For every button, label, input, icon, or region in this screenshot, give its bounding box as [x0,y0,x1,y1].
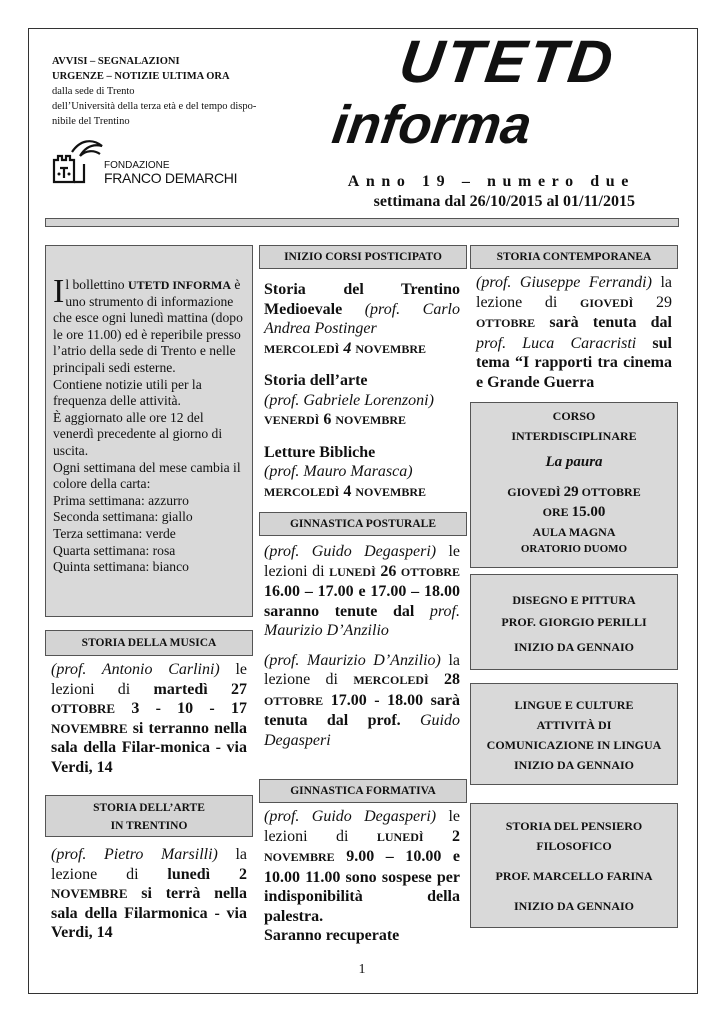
prof-name: (prof. Maurizio D’Anzilio) [264,651,441,669]
location-text: si terranno nella sala della Filar-monica - via Verdi, 14 [51,719,247,776]
box-line: AULA MAGNA [532,525,616,539]
month-text: OTTOBRE [476,316,536,330]
intro-box [45,245,253,617]
box-line: DISEGNO E PITTURA [512,593,636,607]
prof-name: (prof. Guido Degasperi) [264,543,437,560]
month-text: OTTOBRE [264,693,324,708]
intro-brand: UTETD INFORMA [128,278,232,292]
date-text: lunedì 2 [167,865,247,883]
dates-text: 3 - 10 - 17 [115,700,247,717]
prof-name: prof. Maurizio D’Anzilio [264,602,460,639]
month-text: NOVEMBRE [355,341,427,356]
header-line: nibile del Trentino [52,116,130,127]
prof-name: (prof. Carlo Andrea Postinger [264,300,460,337]
month-text: NOVEMBRE [51,886,128,901]
box-line: CORSO [552,409,596,423]
intro-paragraph: Contiene notizie utili per la frequenza delle attività. [53,376,202,409]
day-number: 4 [339,339,356,357]
section-label-contemporanea: STORIA CONTEMPORANEA [470,245,678,269]
arte-trentino-text [51,845,247,943]
color-item: Quarta settimana: rosa [53,542,176,558]
day-text: GIOVEDÌ [579,295,634,310]
prof-name: (prof. Gabriele Lorenzoni) [264,391,434,409]
day-text: GIOVEDÌ [507,485,564,499]
posticipato-text [264,280,460,502]
course-title: Letture Bibliche [264,443,376,461]
text-span: la lezione di [264,651,460,688]
header-line: dalla sede di Trento [52,86,135,97]
day-text: LUNEDÌ [376,829,424,844]
logo-big-text: FRANCO DEMARCHI [104,170,238,186]
lingue-box [470,683,678,785]
box-line: COMUNICAZIONE IN LINGUA [486,738,662,752]
musica-text [51,660,247,777]
month-text: OTTOBRE [400,564,460,579]
color-item: Seconda settimana: giallo [53,509,193,525]
box-line: INTERDISCIPLINARE [511,429,637,443]
time-label: ORE [542,505,572,519]
event-title: La paura [545,454,603,470]
intro-text: l bollettino [65,277,129,292]
month-text: NOVEMBRE [264,850,335,864]
dropcap: I [53,273,65,310]
prof-name: Guido Degasperi [264,712,460,749]
intro-paragraph: Ogni settimana del mese cambia il colore della carta: [53,459,241,492]
logo-text [104,160,237,184]
text-span: le lezioni di [264,808,461,845]
course-title: Storia dell’arte [264,372,368,389]
time-text: 17.00 - 18.00 sarà tenuta dal prof. [264,691,460,729]
day-number: 4 [339,482,356,500]
month-text: OTTOBRE [51,701,116,716]
pensiero-box [470,803,678,928]
header-line: dell’Università della terza età e del tempo dispo- [52,101,257,112]
location-text: si terrà nella sala della Filarmonica - via Verdi, 14 [51,885,247,941]
disegno-box [470,574,678,670]
prof-name: (prof. Mauro Marasca) [264,463,413,480]
page-number: 1 [358,962,366,977]
intro-paragraph: È aggiornato alle ore 12 del venerdì precedente al giorno di uscita. [53,409,223,458]
section-label-musica: STORIA DELLA MUSICA [45,630,253,656]
color-item: Prima settimana: azzurro [53,492,189,508]
text-span: la lezione di [51,846,248,883]
day-text: MERCOLEDÌ [353,673,429,687]
prof-name: (prof. Guido Degasperi) [264,808,437,825]
course-title: Storia del Trentino Medioevale [264,281,460,318]
day-number: 29 [563,484,579,500]
logo-small-text: FONDAZIONE [104,160,170,171]
box-line: INIZIO DA GENNAIO [513,758,635,772]
box-line: PROF. GIORGIO PERILLI [501,615,647,629]
text-span: sarà tenuta dal [535,314,672,331]
interdisciplinare-box [470,402,678,568]
header-divider [45,218,679,227]
contemporanea-text [476,273,672,392]
header-notice [52,54,297,129]
prof-name: (prof. Giuseppe Ferrandi) [476,274,652,291]
day-number: 2 [423,827,461,845]
day-number: 26 [375,562,401,580]
box-line: ATTIVITÀ DI [536,718,612,732]
intro-text: è uno strumento di informazione che esce ogni lunedì mattina (dopo le ore 11.00) ed è reperibile presso l’atrio della sede di Trento e nelle principali sedi esterne. [53,277,243,375]
day-number: 29 [633,293,672,311]
color-item: Terza settimana: verde [53,525,176,541]
day-number: 6 [319,411,336,428]
topic-text: sul tema “I rapporti tra cinema e Grande Guerra [476,334,672,391]
month-text: NOVEMBRE [51,720,128,736]
label-line: IN TRENTINO [110,820,188,832]
notice-text: 9.00 – 10.00 e 10.00 11.00 sono sospese per indisponibilità della palestra. [264,848,460,925]
section-label-posturale: GINNASTICA POSTURALE [259,512,467,536]
box-line: INIZIO DA GENNAIO [513,640,635,654]
issue-week: settimana dal 26/10/2015 al 01/11/2015 [373,193,635,210]
notice-text: Saranno recuperate [264,927,400,944]
title-informa: informa [328,95,536,155]
text-span: le lezioni di [51,661,247,698]
section-label-arte-trentino [45,795,253,837]
date-text: martedì 27 [153,680,248,698]
header-line: AVVISI – SEGNALAZIONI [52,56,180,67]
header-line: URGENZE – NOTIZIE ULTIMA ORA [52,71,230,82]
issue-info [330,172,635,212]
box-line: INIZIO DA GENNAIO [513,899,635,913]
month-text: OTTOBRE [578,485,641,499]
month-text: NOVEMBRE [335,413,407,427]
text-span: le lezioni di [264,543,461,580]
section-label-formativa: GINNASTICA FORMATIVA [259,779,467,803]
box-line: STORIA DEL PENSIERO [505,819,643,833]
day-text: VENERDÌ [264,413,320,427]
day-text: MERCOLEDÌ [264,341,340,356]
section-label-posticipato: INIZIO CORSI POSTICIPATO [259,245,467,269]
box-line: ORATORIO DUOMO [520,543,628,555]
issue-number: Anno 19 – numero due [347,173,635,190]
formativa-text [264,807,460,946]
box-line: PROF. MARCELLO FARINA [495,869,653,883]
prof-name: (prof. Antonio Carlini) [51,661,220,678]
day-text: LUNEDÌ [329,564,376,579]
posturale-text [264,542,460,750]
day-text: MERCOLEDÌ [264,484,340,499]
color-item: Quinta settimana: bianco [53,559,189,575]
prof-name: prof. Luca Caracristi [476,334,637,352]
box-line: FILOSOFICO [536,839,612,853]
prof-name: (prof. Pietro Marsilli) [51,846,218,863]
title-utetd: UTETD [395,28,620,95]
day-number: 28 [428,671,461,688]
month-text: NOVEMBRE [355,484,427,499]
box-line: LINGUE E CULTURE [514,698,634,712]
text-span: la lezione di [476,274,673,311]
time-value: 15.00 [571,504,606,520]
label-line: STORIA DELL’ARTE [93,802,205,814]
time-text: 16.00 – 17.00 e 17.00 – 18.00 saranno tenute dal [264,583,460,620]
